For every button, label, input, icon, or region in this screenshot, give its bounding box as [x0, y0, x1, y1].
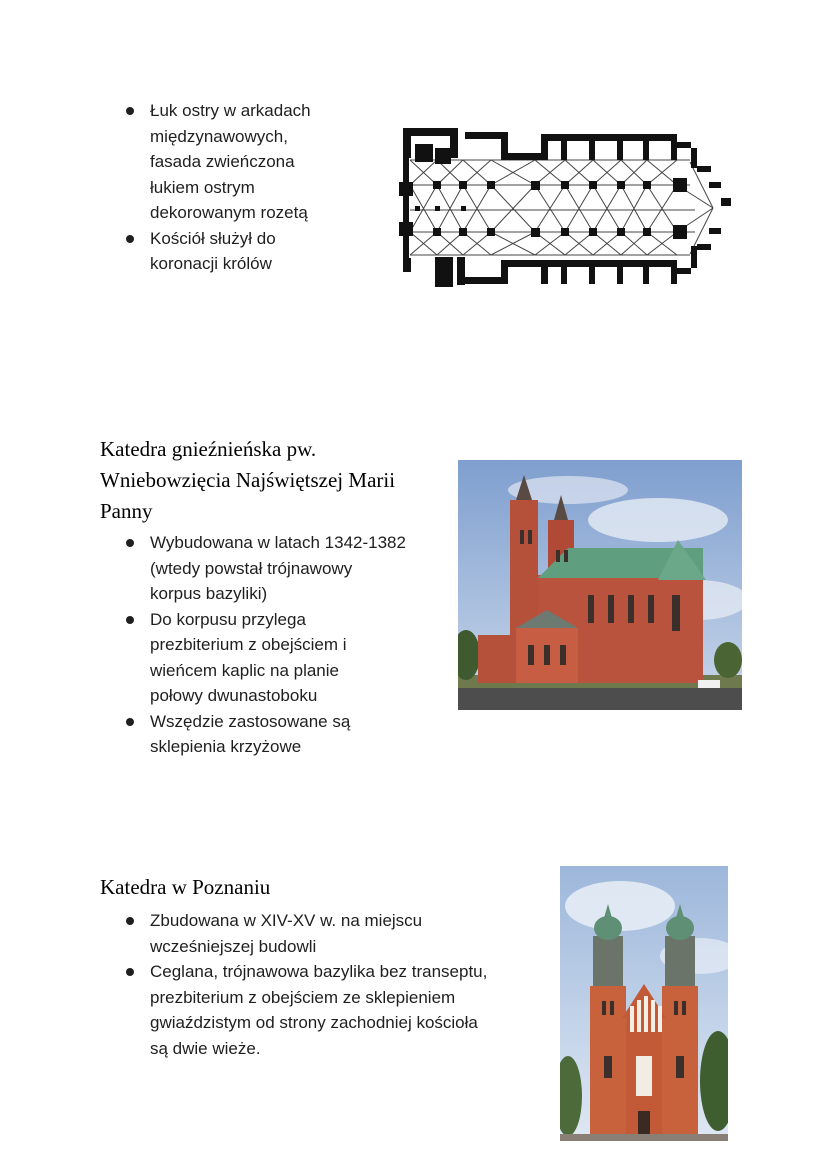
- list-item: [100, 908, 570, 959]
- bullet-icon: [126, 235, 134, 243]
- bullet-icon: [126, 539, 134, 547]
- list-item: [100, 607, 460, 709]
- section-2-text: [100, 530, 460, 760]
- section-3-title: Katedra w Poznaniu: [100, 875, 271, 899]
- bullet-icon: [126, 718, 134, 726]
- section-1-text: [100, 98, 400, 277]
- bullet-icon: [126, 917, 134, 925]
- cathedral-towers-photo-icon: [560, 866, 728, 1141]
- floor-plan-image: [395, 122, 735, 297]
- section-2-title: Katedra gnieźnieńska pw. Wniebowzięcia Najświętszej Marii Panny: [100, 437, 396, 523]
- bullet-text: Łuk ostry w arkadach międzynawowych, fasada zwieńczona łukiem ostrym dekorowanym rozetą: [150, 101, 311, 222]
- list-item: [100, 959, 570, 1061]
- gniezno-cathedral-photo: [458, 460, 742, 710]
- section-3-text: [100, 908, 570, 1061]
- bullet-text: Wybudowana w latach 1342-1382 (wtedy powstał trójnawowy korpus bazyliki): [150, 533, 406, 603]
- bullet-icon: [126, 968, 134, 976]
- poznan-cathedral-photo: [560, 866, 728, 1141]
- list-item: [100, 226, 400, 277]
- list-item: [100, 98, 400, 226]
- bullet-list: [100, 908, 570, 1061]
- cathedral-photo-icon: [458, 460, 742, 710]
- bullet-list: [100, 530, 460, 760]
- bullet-text: Wszędzie zastosowane są sklepienia krzyżowe: [150, 711, 351, 756]
- bullet-text: Ceglana, trójnawowa bazylika bez transeptu, prezbiterium z obejściem ze sklepieniem gwiaździstym od strony zachodniej kościoła są dwie wieże.: [150, 962, 488, 1058]
- list-item: [100, 709, 460, 760]
- list-item: [100, 530, 460, 607]
- bullet-icon: [126, 616, 134, 624]
- floor-plan-icon: [395, 122, 735, 297]
- bullet-text: Do korpusu przylega prezbiterium z obejściem i wieńcem kaplic na planie połowy dwunastoboku: [150, 609, 347, 705]
- bullet-text: Zbudowana w XIV-XV w. na miejscu wcześniejszej budowli: [150, 911, 423, 956]
- bullet-list: [100, 98, 400, 277]
- bullet-text: Kościół służył do koronacji królów: [150, 228, 276, 273]
- bullet-icon: [126, 107, 134, 115]
